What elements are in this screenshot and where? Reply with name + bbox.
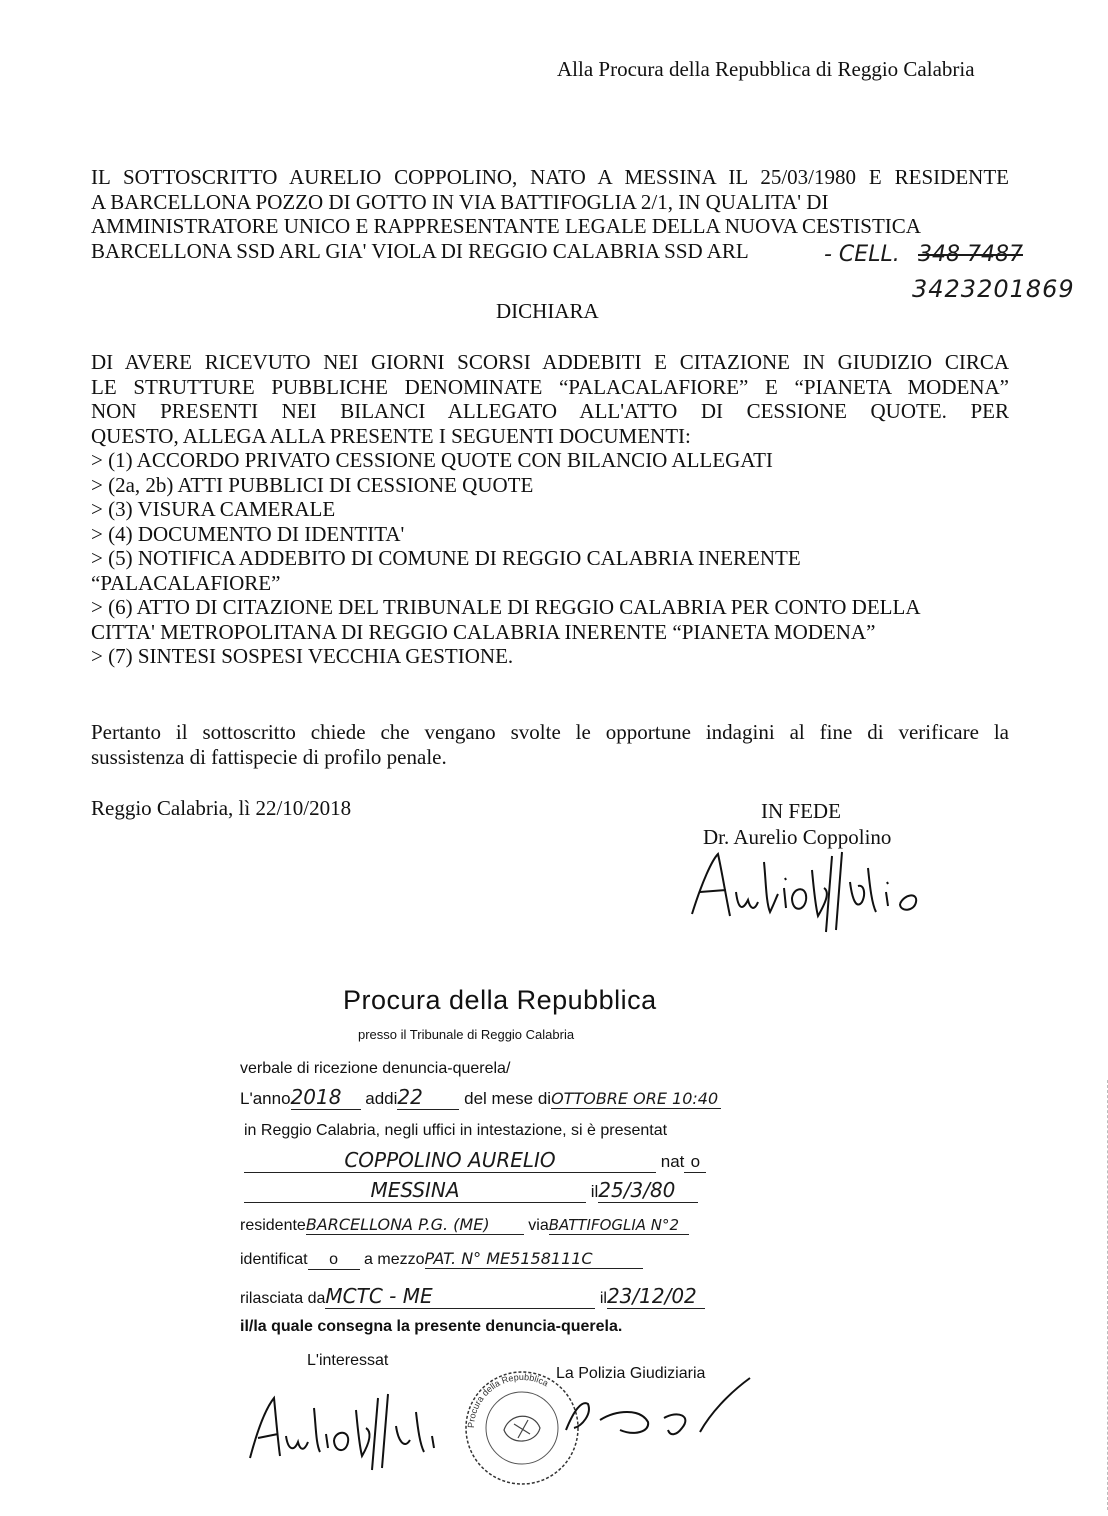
nat-label: nat bbox=[660, 1152, 685, 1171]
request-line: sussistenza di fattispecie di profilo penale. bbox=[91, 744, 447, 769]
mezzo-value: PAT. N° ME5158111C bbox=[425, 1249, 643, 1269]
form-row-residence bbox=[240, 1215, 760, 1235]
anno-value: 2018 bbox=[291, 1085, 361, 1110]
birthplace-value: MESSINA bbox=[244, 1178, 586, 1203]
declaration-heading: DICHIARA bbox=[496, 299, 599, 323]
recipient-header: Alla Procura della Repubblica di Reggio Calabria bbox=[557, 57, 975, 81]
seal-text bbox=[466, 1372, 550, 1428]
handwritten-phone-struck: 348 7487 bbox=[918, 242, 1023, 267]
intro-line: BARCELLONA SSD ARL GIA' VIOLA DI REGGIO CALABRIA SSD ARL bbox=[91, 238, 749, 263]
polizia-label: La Polizia Giudiziaria bbox=[556, 1365, 706, 1382]
addi-value: 22 bbox=[397, 1085, 459, 1110]
declaration-body bbox=[91, 350, 1009, 669]
attachment-item: > (4) DOCUMENTO DI IDENTITA' bbox=[91, 521, 405, 546]
rilasciata-value: MCTC - ME bbox=[325, 1284, 595, 1309]
declaration-line: QUESTO, ALLEGA ALLA PRESENTE I SEGUENTI DOCUMENTI: bbox=[91, 423, 691, 448]
declaration-line: LE STRUTTURE PUBBLICHE DENOMINATE “PALACALAFIORE” E “PIANETA MODENA” bbox=[91, 374, 1009, 399]
place-date: Reggio Calabria, lì 22/10/2018 bbox=[91, 796, 352, 820]
birthdate-value: 25/3/80 bbox=[598, 1178, 698, 1203]
declaration-line: NON PRESENTI NEI BILANCI ALLEGATO ALL'ATTO DI CESSIONE QUOTE. PER bbox=[91, 399, 1009, 423]
in-fede: IN FEDE bbox=[761, 799, 841, 823]
signer-name: Dr. Aurelio Coppolino bbox=[703, 825, 892, 849]
mezzo-label: a mezzo bbox=[364, 1251, 425, 1268]
stamp-title: Procura della Repubblica bbox=[343, 985, 657, 1015]
attachment-item: > (5) NOTIFICA ADDEBITO DI COMUNE DI REGGIO CALABRIA INERENTE bbox=[91, 546, 801, 570]
attachment-item: > (1) ACCORDO PRIVATO CESSIONE QUOTE CON BILANCIO ALLEGATI bbox=[91, 448, 773, 472]
seal-text-path: Procura della Repubblica bbox=[465, 1371, 550, 1429]
scan-edge bbox=[1103, 1080, 1108, 1510]
form-row-date bbox=[240, 1085, 760, 1110]
attachment-item: CITTA' METROPOLITANA DI REGGIO CALABRIA INERENTE “PIANETA MODENA” bbox=[91, 619, 876, 644]
mese-label: del mese di bbox=[464, 1089, 552, 1108]
rilasciata-il-label: il bbox=[599, 1290, 607, 1307]
via-value: BATTIFOGLIA N°2 bbox=[549, 1216, 689, 1235]
via-label: via bbox=[528, 1217, 549, 1234]
form-row-birth bbox=[244, 1178, 744, 1203]
attachment-item: > (6) ATTO DI CITAZIONE DEL TRIBUNALE DI REGGIO CALABRIA PER CONTO DELLA bbox=[91, 595, 921, 619]
attachment-item: > (2a, 2b) ATTI PUBBLICI DI CESSIONE QUOTE bbox=[91, 472, 534, 497]
form-intro-line: in Reggio Calabria, negli uffici in intestazione, si è presentat bbox=[244, 1122, 668, 1139]
declaration-line: DI AVERE RICEVUTO NEI GIORNI SCORSI ADDEBITI E CITAZIONE IN GIUDIZIO CIRCA bbox=[91, 350, 1009, 374]
intro-line: AMMINISTRATORE UNICO E RAPPRESENTANTE LEGALE DELLA NUOVA CESTISTICA bbox=[91, 214, 921, 238]
rilasciata-date: 23/12/02 bbox=[607, 1284, 705, 1309]
signature-polizia bbox=[560, 1370, 760, 1460]
addi-label: addi bbox=[365, 1089, 398, 1108]
form-row-identification bbox=[240, 1249, 760, 1270]
signature-interessato bbox=[240, 1378, 450, 1473]
attachment-item: “PALACALAFIORE” bbox=[91, 570, 281, 595]
anno-label: L'anno bbox=[240, 1089, 291, 1108]
interessato-label: L'interessat bbox=[307, 1352, 389, 1369]
handwritten-phone-number: 3423201869 bbox=[912, 275, 1075, 303]
attachment-item: > (7) SINTESI SOSPESI VECCHIA GESTIONE. bbox=[91, 644, 514, 668]
handwritten-phone-label: - CELL. bbox=[824, 242, 900, 267]
form-closing-line: il/la quale consegna la presente denuncia-querela. bbox=[240, 1318, 623, 1335]
stamp-subtitle: presso il Tribunale di Reggio Calabria bbox=[358, 1027, 575, 1042]
request-line: Pertanto il sottoscritto chiede che vengano svolte le opportune indagini al fine di verificare la bbox=[91, 720, 1009, 744]
il-label: il bbox=[590, 1182, 599, 1201]
residente-label: residente bbox=[240, 1217, 306, 1234]
mese-value: OTTOBRE ORE 10:40 bbox=[551, 1089, 721, 1109]
signature-top bbox=[686, 842, 936, 937]
identificat-label: identificat bbox=[240, 1251, 308, 1268]
identificat-suffix: o bbox=[308, 1251, 360, 1270]
nat-suffix: o bbox=[684, 1152, 706, 1173]
name-value: COPPOLINO AURELIO bbox=[244, 1148, 656, 1173]
form-row-name bbox=[244, 1148, 744, 1173]
attachment-item: > (3) VISURA CAMERALE bbox=[91, 497, 336, 521]
intro-line: A BARCELLONA POZZO DI GOTTO IN VIA BATTIFOGLIA 2/1, IN QUALITA' DI bbox=[91, 189, 829, 214]
intro-line: IL SOTTOSCRITTO AURELIO COPPOLINO, NATO A MESSINA IL 25/03/1980 E RESIDENTE bbox=[91, 165, 1009, 189]
request-paragraph bbox=[91, 720, 1009, 769]
stamp-heading: verbale di ricezione denuncia-querela/ bbox=[240, 1060, 511, 1077]
rilasciata-label: rilasciata da bbox=[240, 1290, 326, 1307]
residente-value: BARCELLONA P.G. (ME) bbox=[306, 1215, 524, 1235]
form-row-issued bbox=[240, 1284, 760, 1309]
